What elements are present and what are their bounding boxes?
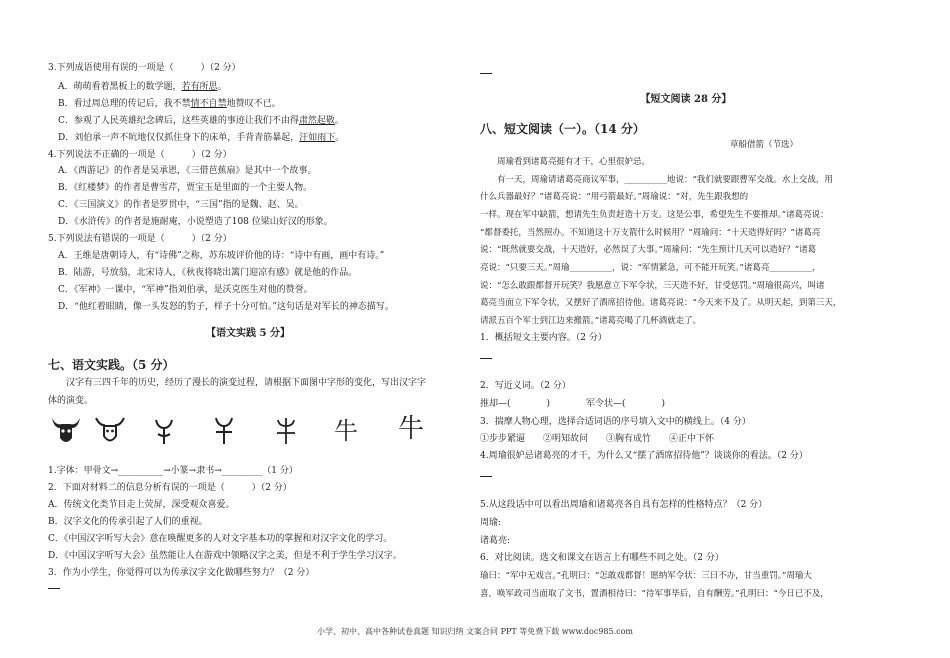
q4-option-a: A．《西游记》的作者是吴承恩，《三借芭蕉扇》是其中一个故事。 — [58, 166, 317, 176]
seal-ox-glyph-icon — [268, 412, 304, 448]
passage-line-5: “都督委托，当然照办。不知道这十万支箭什么时候用？”周瑜问：“十天造得好吗？”诸葛亮 — [480, 228, 821, 238]
passage-line-6: 说：“既然就要交战，十天造好，必然误了大事。”周瑜问：“先生预计几天可以造好？”诸葛 — [480, 245, 817, 255]
question-3-stem: 3.下列成语使用有误的一项是（ ）（2 分） — [48, 63, 241, 73]
section-7-title: 七、语文实践。（5 分） — [48, 358, 175, 372]
ox-head-bronze-icon — [48, 412, 84, 448]
q6-classical-line-2: 喜，唤军政司当面取了文书，置酒相待曰：“待军事毕后，自有酬劳。”孔明曰：“今日已不及， — [480, 589, 829, 599]
q3-word-options: ①步步紧逼 ②明知故问 ③胸有成竹 ④正中下怀 — [480, 434, 715, 444]
q4-option-b: B．《红楼梦》的作者是曹雪芹，贾宝玉是里面的一个主要人物。 — [58, 183, 313, 193]
s7-q2-option-a: A．传统文化类节目走上荧屏，深受观众喜爱。 — [48, 500, 235, 510]
oracle-ox-glyph-icon — [146, 412, 182, 448]
practice-section-header: 【语文实践 5 分】 — [206, 328, 290, 339]
section-7-q1: 1.字体：甲骨文→__________→小篆→隶书→_________（1 分） — [48, 466, 298, 476]
section-8-q4: 4.周瑜很妒忌诸葛亮的才干，为什么又“摆了酒席招待他”？谈谈你的看法。（2 分） — [480, 451, 808, 461]
section-8-q1: 1．概括短文主要内容。（2 分） — [480, 333, 607, 343]
q2-synonym-blanks: 推却—( ) 军令状—( ) — [480, 399, 666, 409]
section-8-q3: 3．揣摩人物心理，选择合适词语的序号填入文中的横线上。（4 分） — [480, 417, 751, 427]
section-7-q3: 3．作为小学生，你觉得可以为传承汉字文化做哪些努力？（2 分） — [48, 568, 315, 578]
answer-line — [48, 588, 60, 589]
q6-classical-line-1: 瑜曰：“军中无戏言。”孔明曰：“怎敢戏都督！愿纳军令状：三日不办，甘当重罚。”周瑜大 — [480, 571, 812, 581]
passage-line-10: 请派五百个军士到江边来搬箭。”诸葛亮喝了几杯酒就走了。 — [480, 316, 702, 326]
s7-q2-option-d: D．《中国汉字听写大会》虽然能让人在游戏中领略汉字之美，但是不利于学生学习汉字。 — [48, 551, 402, 561]
bronze-ox-glyph-icon — [206, 412, 242, 448]
reading-section-header: 【短文阅读 28 分】 — [640, 94, 732, 105]
q5-option-a: A．王维是唐朝诗人，有“诗佛”之称，苏东坡评价他的诗：“诗中有画，画中有诗。” — [58, 251, 385, 261]
section-7-intro: 汉字有三四千年的历史，经历了漫长的演变过程，请根据下面图中字形的变化，写出汉字字 — [66, 378, 427, 388]
answer-line — [480, 476, 492, 477]
page-footer: 小学、初中、高中各种试卷真题 知识归纳 文案合同 PPT 等免费下载 www.doc985.com — [316, 627, 634, 636]
answer-line — [480, 73, 492, 74]
section-7-intro-cont: 体的演变。 — [48, 396, 94, 406]
passage-line-1: 周瑜看到诸葛亮挺有才干，心里很妒忌。 — [480, 157, 651, 167]
q3-option-a: A．萌萌看着黑板上的数学题，若有所思。 — [58, 82, 227, 92]
question-5-stem: 5.下列说法有错误的一项是（ ）（2 分） — [48, 234, 232, 244]
q5-zhouyu-label: 周瑜: — [480, 518, 502, 528]
q5-zhugeliang-label: 诸葛亮: — [480, 536, 511, 546]
passage-line-9: 葛亮当面立下军令状，又摆好了酒席招待他。诸葛亮说：“今天来不及了。从明天起，到第三天， — [480, 298, 842, 308]
section-8-q6: 6．对比阅读。选文和课文在语言上有哪些不同之处。（2 分） — [480, 553, 724, 563]
q5-option-b: B．陆游，号放翁，北宋诗人，《秋夜将晓出篱门迎凉有感》就是他的作品。 — [58, 268, 358, 278]
s7-q2-option-c: C．《中国汉字听写大会》意在唤醒更多的人对文字基本功的掌握和对汉字文化的学习。 — [48, 534, 393, 544]
passage-line-7: 亮说：“只要三天。”周瑜__________，说：“军情紧急，可不能开玩笑。”诸葛亮__________， — [480, 263, 821, 273]
q4-option-c: C．《三国演义》的作者是罗贯中，“三国”指的是魏、赵、吴。 — [58, 200, 304, 210]
ox-head-outline-icon — [92, 412, 128, 448]
passage-title: 草船借箭（节选） — [730, 140, 799, 150]
q5-option-c: C．《军神》一课中，“军神”指刘伯承，是沃克医生对他的赞誉。 — [58, 285, 313, 295]
s7-q2-option-b: B．汉字文化的传承引起了人们的重视。 — [48, 517, 208, 527]
passage-line-3: 什么兵器最好？”诸葛亮说：“用弓箭最好。”周瑜说：“对，先生跟我想的 — [480, 192, 749, 202]
section-8-q5: 5.从这段话中可以看出周瑜和诸葛亮各自具有怎样的性格特点？（2 分） — [480, 500, 768, 510]
q5-option-d: D．“他红着眼睛，像一头发怒的豹子，样子十分可怕。”这句话是对军长的神态描写。 — [58, 302, 394, 312]
character-evolution-figure — [48, 412, 448, 452]
section-7-q2: 2．下面对材料二的信息分析有误的一项是（ ）（2 分） — [48, 483, 292, 493]
q3-option-b: B．看过周总理的传记后，我不禁情不自禁地赞叹不已。 — [58, 99, 281, 109]
q4-option-d: D．《水浒传》的作者是施耐庵，小说塑造了108 位梁山好汉的形象。 — [58, 217, 333, 227]
passage-line-4: 一样。现在军中缺箭，想请先生负责赶造十万支。这是公事，希望先生不要推却。”诸葛亮说： — [480, 210, 829, 220]
section-8-q2: 2．写近义词。（2 分） — [480, 381, 571, 391]
passage-line-8: 说：“怎么敢跟都督开玩笑？我愿意立下军令状，三天造不好，甘受惩罚。”周瑜很高兴，叫诸 — [480, 281, 825, 291]
answer-line — [480, 358, 492, 359]
question-4-stem: 4.下列说法不正确的一项是（ ）（2 分） — [48, 150, 232, 160]
passage-line-2: 有一天，周瑜请诸葛亮商议军事，__________地说：“我们就要跟曹军交战。水上交战，用 — [480, 175, 833, 185]
q3-option-d: D．刘伯承一声不吭地仅仅抓住身下的床单，手背青筋暴起，汗如雨下。 — [58, 133, 345, 143]
clerical-ox-glyph: 牛 — [334, 417, 358, 445]
q3-option-c: C．参观了人民英雄纪念碑后，这些英雄的事迹让我们不由得肃然起敬。 — [58, 116, 344, 126]
section-8-title: 八、短文阅读（一）。（14 分） — [480, 122, 645, 136]
modern-ox-glyph: 牛 — [397, 414, 424, 444]
